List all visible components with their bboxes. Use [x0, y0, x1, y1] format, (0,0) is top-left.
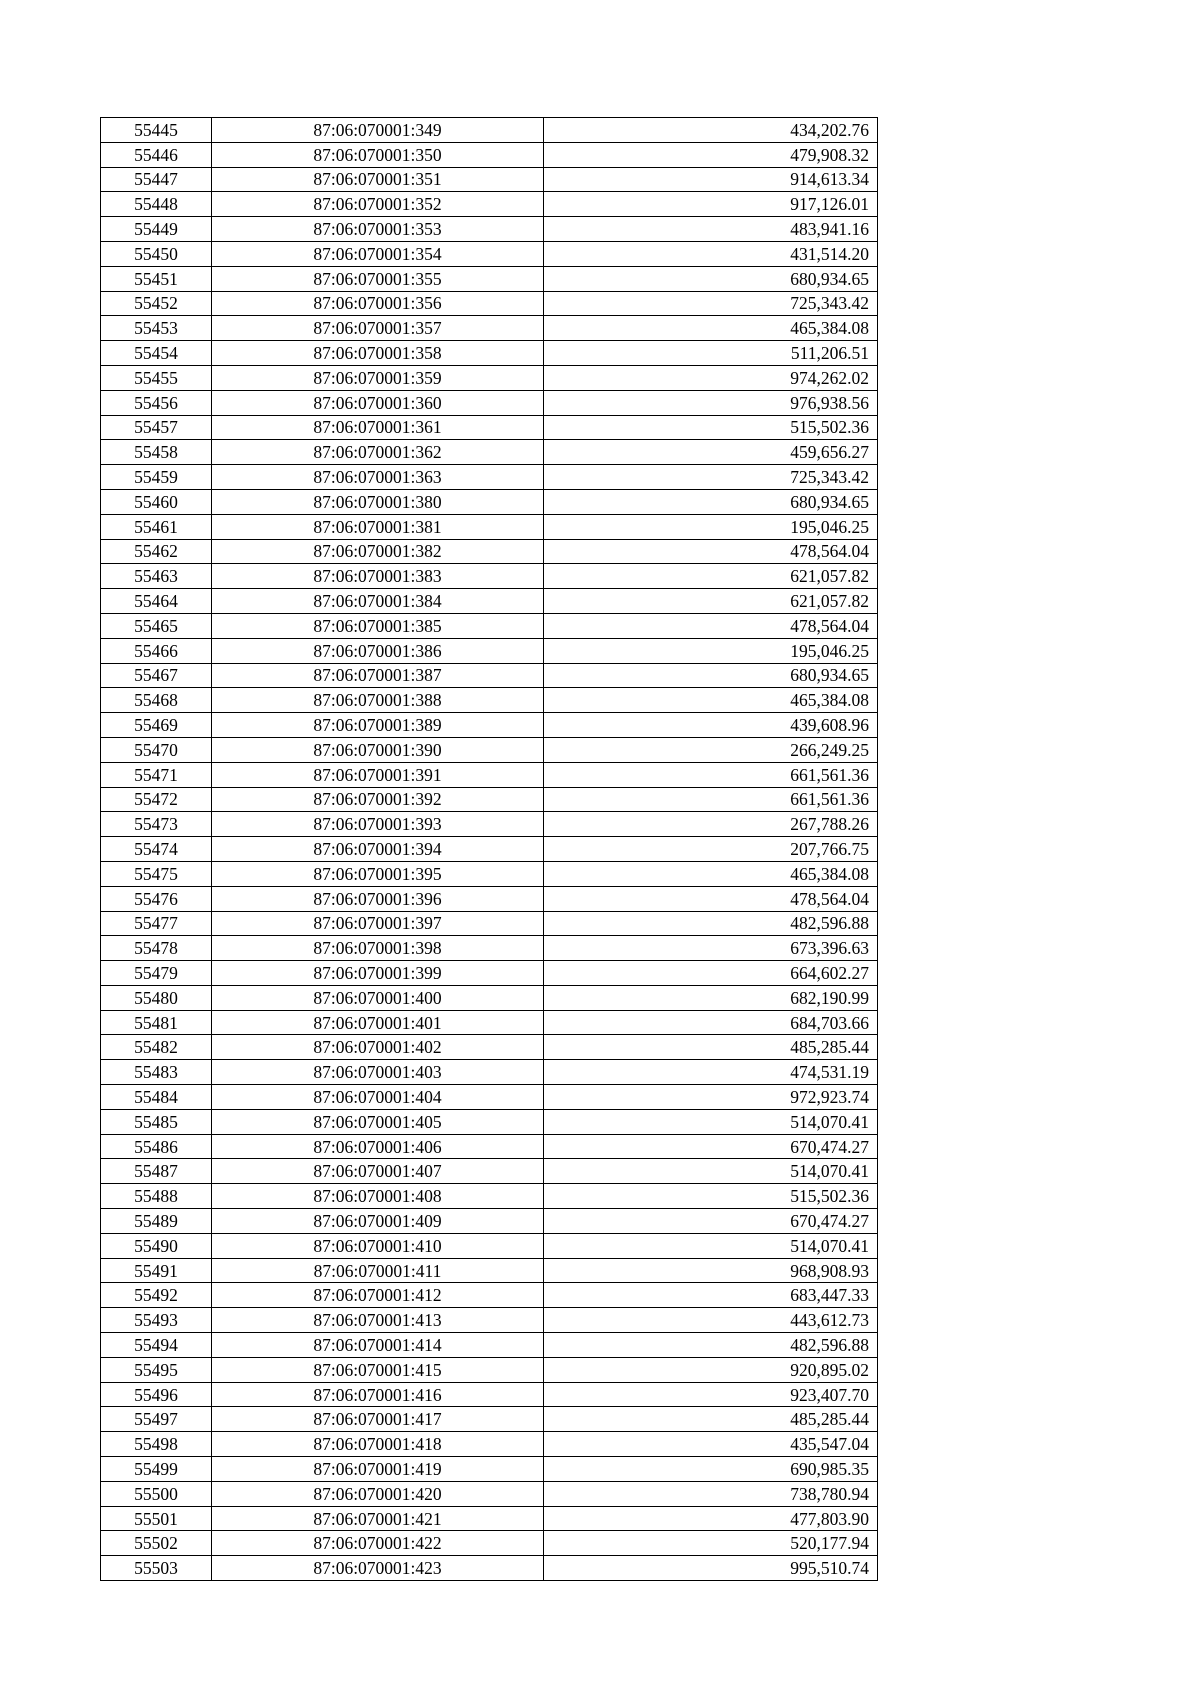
table-row [101, 911, 878, 936]
row-number-cell: 55483 [101, 1060, 212, 1085]
value-cell: 690,985.35 [544, 1457, 878, 1482]
row-number-cell: 55478 [101, 936, 212, 961]
row-number-cell: 55473 [101, 812, 212, 837]
value-cell: 465,384.08 [544, 316, 878, 341]
row-number-cell: 55495 [101, 1357, 212, 1382]
row-number-cell: 55486 [101, 1134, 212, 1159]
cadastral-number-cell: 87:06:070001:420 [212, 1481, 544, 1506]
cadastral-number-cell: 87:06:070001:360 [212, 390, 544, 415]
row-number-cell: 55488 [101, 1184, 212, 1209]
value-cell: 725,343.42 [544, 291, 878, 316]
value-cell: 683,447.33 [544, 1283, 878, 1308]
table-row [101, 1283, 878, 1308]
table-row [101, 514, 878, 539]
value-cell: 664,602.27 [544, 961, 878, 986]
table-row [101, 713, 878, 738]
cadastral-number-cell: 87:06:070001:349 [212, 118, 544, 143]
cadastral-number-cell: 87:06:070001:409 [212, 1209, 544, 1234]
value-cell: 514,070.41 [544, 1109, 878, 1134]
cadastral-number-cell: 87:06:070001:404 [212, 1085, 544, 1110]
value-cell: 482,596.88 [544, 911, 878, 936]
cadastral-number-cell: 87:06:070001:402 [212, 1035, 544, 1060]
value-cell: 479,908.32 [544, 142, 878, 167]
cadastral-number-cell: 87:06:070001:354 [212, 241, 544, 266]
row-number-cell: 55502 [101, 1531, 212, 1556]
value-cell: 974,262.02 [544, 365, 878, 390]
value-cell: 477,803.90 [544, 1506, 878, 1531]
table-row [101, 1209, 878, 1234]
table-row [101, 613, 878, 638]
cadastral-number-cell: 87:06:070001:418 [212, 1432, 544, 1457]
value-cell: 465,384.08 [544, 688, 878, 713]
row-number-cell: 55499 [101, 1457, 212, 1482]
table-row [101, 787, 878, 812]
table-row [101, 291, 878, 316]
row-number-cell: 55467 [101, 663, 212, 688]
value-cell: 914,613.34 [544, 167, 878, 192]
table-row [101, 440, 878, 465]
cadastral-number-cell: 87:06:070001:413 [212, 1308, 544, 1333]
row-number-cell: 55496 [101, 1382, 212, 1407]
value-cell: 431,514.20 [544, 241, 878, 266]
cadastral-number-cell: 87:06:070001:386 [212, 638, 544, 663]
cadastral-number-cell: 87:06:070001:400 [212, 985, 544, 1010]
table-row [101, 1060, 878, 1085]
cadastral-number-cell: 87:06:070001:357 [212, 316, 544, 341]
table-row [101, 1159, 878, 1184]
row-number-cell: 55472 [101, 787, 212, 812]
cadastral-number-cell: 87:06:070001:389 [212, 713, 544, 738]
cadastral-number-cell: 87:06:070001:391 [212, 762, 544, 787]
value-cell: 680,934.65 [544, 489, 878, 514]
table-row [101, 1432, 878, 1457]
cadastral-number-cell: 87:06:070001:415 [212, 1357, 544, 1382]
value-cell: 514,070.41 [544, 1159, 878, 1184]
table-row [101, 415, 878, 440]
cadastral-number-cell: 87:06:070001:417 [212, 1407, 544, 1432]
table-row [101, 241, 878, 266]
cadastral-number-cell: 87:06:070001:359 [212, 365, 544, 390]
value-cell: 673,396.63 [544, 936, 878, 961]
value-cell: 684,703.66 [544, 1010, 878, 1035]
cadastral-number-cell: 87:06:070001:403 [212, 1060, 544, 1085]
table-row [101, 390, 878, 415]
value-cell: 738,780.94 [544, 1481, 878, 1506]
table-row [101, 1308, 878, 1333]
value-cell: 621,057.82 [544, 564, 878, 589]
row-number-cell: 55448 [101, 192, 212, 217]
cadastral-number-cell: 87:06:070001:406 [212, 1134, 544, 1159]
value-cell: 923,407.70 [544, 1382, 878, 1407]
value-cell: 483,941.16 [544, 217, 878, 242]
cadastral-number-cell: 87:06:070001:392 [212, 787, 544, 812]
cadastral-number-cell: 87:06:070001:361 [212, 415, 544, 440]
row-number-cell: 55489 [101, 1209, 212, 1234]
row-number-cell: 55447 [101, 167, 212, 192]
row-number-cell: 55471 [101, 762, 212, 787]
row-number-cell: 55494 [101, 1333, 212, 1358]
value-cell: 195,046.25 [544, 638, 878, 663]
row-number-cell: 55445 [101, 118, 212, 143]
cadastral-number-cell: 87:06:070001:356 [212, 291, 544, 316]
row-number-cell: 55493 [101, 1308, 212, 1333]
cadastral-number-cell: 87:06:070001:410 [212, 1233, 544, 1258]
table-row [101, 1109, 878, 1134]
cadastral-number-cell: 87:06:070001:393 [212, 812, 544, 837]
cadastral-number-cell: 87:06:070001:352 [212, 192, 544, 217]
cadastral-number-cell: 87:06:070001:396 [212, 886, 544, 911]
value-cell: 661,561.36 [544, 762, 878, 787]
cadastral-number-cell: 87:06:070001:411 [212, 1258, 544, 1283]
table-row [101, 1184, 878, 1209]
row-number-cell: 55454 [101, 341, 212, 366]
row-number-cell: 55453 [101, 316, 212, 341]
row-number-cell: 55470 [101, 737, 212, 762]
table-row [101, 837, 878, 862]
value-cell: 968,908.93 [544, 1258, 878, 1283]
row-number-cell: 55500 [101, 1481, 212, 1506]
value-cell: 514,070.41 [544, 1233, 878, 1258]
table-row [101, 1333, 878, 1358]
row-number-cell: 55497 [101, 1407, 212, 1432]
value-cell: 511,206.51 [544, 341, 878, 366]
value-cell: 972,923.74 [544, 1085, 878, 1110]
cadastral-number-cell: 87:06:070001:355 [212, 266, 544, 291]
row-number-cell: 55469 [101, 713, 212, 738]
row-number-cell: 55490 [101, 1233, 212, 1258]
value-cell: 207,766.75 [544, 837, 878, 862]
row-number-cell: 55452 [101, 291, 212, 316]
row-number-cell: 55485 [101, 1109, 212, 1134]
cadastral-number-cell: 87:06:070001:414 [212, 1333, 544, 1358]
value-cell: 485,285.44 [544, 1407, 878, 1432]
cadastral-number-cell: 87:06:070001:412 [212, 1283, 544, 1308]
cadastral-number-cell: 87:06:070001:388 [212, 688, 544, 713]
value-cell: 478,564.04 [544, 886, 878, 911]
value-cell: 920,895.02 [544, 1357, 878, 1382]
row-number-cell: 55468 [101, 688, 212, 713]
value-cell: 439,608.96 [544, 713, 878, 738]
table-row [101, 118, 878, 143]
value-cell: 465,384.08 [544, 861, 878, 886]
cadastral-number-cell: 87:06:070001:382 [212, 539, 544, 564]
table-row [101, 1233, 878, 1258]
table-row [101, 1357, 878, 1382]
cadastral-number-cell: 87:06:070001:401 [212, 1010, 544, 1035]
table-row [101, 1134, 878, 1159]
value-cell: 621,057.82 [544, 589, 878, 614]
cadastral-number-cell: 87:06:070001:380 [212, 489, 544, 514]
value-cell: 917,126.01 [544, 192, 878, 217]
row-number-cell: 55476 [101, 886, 212, 911]
cadastral-number-cell: 87:06:070001:407 [212, 1159, 544, 1184]
row-number-cell: 55451 [101, 266, 212, 291]
row-number-cell: 55484 [101, 1085, 212, 1110]
value-cell: 443,612.73 [544, 1308, 878, 1333]
row-number-cell: 55456 [101, 390, 212, 415]
value-cell: 482,596.88 [544, 1333, 878, 1358]
cadastral-number-cell: 87:06:070001:351 [212, 167, 544, 192]
cadastral-number-cell: 87:06:070001:405 [212, 1109, 544, 1134]
value-cell: 670,474.27 [544, 1134, 878, 1159]
value-cell: 434,202.76 [544, 118, 878, 143]
table-row [101, 1085, 878, 1110]
table-row [101, 266, 878, 291]
cadastral-number-cell: 87:06:070001:397 [212, 911, 544, 936]
table-row [101, 1010, 878, 1035]
table-row [101, 142, 878, 167]
cadastral-number-cell: 87:06:070001:385 [212, 613, 544, 638]
cadastral-number-cell: 87:06:070001:419 [212, 1457, 544, 1482]
cadastral-number-cell: 87:06:070001:399 [212, 961, 544, 986]
row-number-cell: 55482 [101, 1035, 212, 1060]
table-row [101, 465, 878, 490]
table-row [101, 1556, 878, 1581]
value-cell: 976,938.56 [544, 390, 878, 415]
row-number-cell: 55474 [101, 837, 212, 862]
table-row [101, 564, 878, 589]
table-row [101, 861, 878, 886]
table-row [101, 688, 878, 713]
row-number-cell: 55503 [101, 1556, 212, 1581]
cadastral-number-cell: 87:06:070001:416 [212, 1382, 544, 1407]
value-cell: 515,502.36 [544, 1184, 878, 1209]
value-cell: 478,564.04 [544, 539, 878, 564]
table-row [101, 192, 878, 217]
value-cell: 459,656.27 [544, 440, 878, 465]
table-row [101, 489, 878, 514]
table-row [101, 1258, 878, 1283]
row-number-cell: 55459 [101, 465, 212, 490]
row-number-cell: 55457 [101, 415, 212, 440]
table-row [101, 638, 878, 663]
cadastral-number-cell: 87:06:070001:421 [212, 1506, 544, 1531]
table-row [101, 365, 878, 390]
value-cell: 195,046.25 [544, 514, 878, 539]
table-row [101, 762, 878, 787]
row-number-cell: 55450 [101, 241, 212, 266]
cadastral-number-cell: 87:06:070001:350 [212, 142, 544, 167]
table-row [101, 341, 878, 366]
cadastral-number-cell: 87:06:070001:362 [212, 440, 544, 465]
table-body [101, 118, 878, 1581]
table-row [101, 1035, 878, 1060]
table-row [101, 1531, 878, 1556]
value-cell: 995,510.74 [544, 1556, 878, 1581]
row-number-cell: 55449 [101, 217, 212, 242]
cadastral-number-cell: 87:06:070001:383 [212, 564, 544, 589]
value-cell: 485,285.44 [544, 1035, 878, 1060]
row-number-cell: 55491 [101, 1258, 212, 1283]
cadastral-number-cell: 87:06:070001:381 [212, 514, 544, 539]
table-row [101, 737, 878, 762]
cadastral-number-cell: 87:06:070001:423 [212, 1556, 544, 1581]
row-number-cell: 55501 [101, 1506, 212, 1531]
value-cell: 680,934.65 [544, 663, 878, 688]
value-cell: 670,474.27 [544, 1209, 878, 1234]
value-cell: 661,561.36 [544, 787, 878, 812]
value-cell: 266,249.25 [544, 737, 878, 762]
value-cell: 474,531.19 [544, 1060, 878, 1085]
table-row [101, 961, 878, 986]
cadastral-number-cell: 87:06:070001:408 [212, 1184, 544, 1209]
row-number-cell: 55460 [101, 489, 212, 514]
row-number-cell: 55458 [101, 440, 212, 465]
value-cell: 520,177.94 [544, 1531, 878, 1556]
value-cell: 682,190.99 [544, 985, 878, 1010]
table-row [101, 663, 878, 688]
row-number-cell: 55487 [101, 1159, 212, 1184]
row-number-cell: 55498 [101, 1432, 212, 1457]
data-table [100, 117, 878, 1581]
row-number-cell: 55464 [101, 589, 212, 614]
row-number-cell: 55461 [101, 514, 212, 539]
row-number-cell: 55446 [101, 142, 212, 167]
value-cell: 267,788.26 [544, 812, 878, 837]
table-row [101, 1457, 878, 1482]
table-row [101, 316, 878, 341]
table-row [101, 1506, 878, 1531]
row-number-cell: 55477 [101, 911, 212, 936]
table-row [101, 167, 878, 192]
table-row [101, 812, 878, 837]
row-number-cell: 55475 [101, 861, 212, 886]
table-row [101, 1407, 878, 1432]
cadastral-number-cell: 87:06:070001:363 [212, 465, 544, 490]
table-row [101, 217, 878, 242]
value-cell: 680,934.65 [544, 266, 878, 291]
value-cell: 725,343.42 [544, 465, 878, 490]
cadastral-number-cell: 87:06:070001:358 [212, 341, 544, 366]
cadastral-number-cell: 87:06:070001:394 [212, 837, 544, 862]
cadastral-number-cell: 87:06:070001:353 [212, 217, 544, 242]
value-cell: 515,502.36 [544, 415, 878, 440]
table-row [101, 936, 878, 961]
row-number-cell: 55479 [101, 961, 212, 986]
row-number-cell: 55481 [101, 1010, 212, 1035]
value-cell: 435,547.04 [544, 1432, 878, 1457]
table-row [101, 886, 878, 911]
cadastral-number-cell: 87:06:070001:398 [212, 936, 544, 961]
table-row [101, 1382, 878, 1407]
cadastral-number-cell: 87:06:070001:422 [212, 1531, 544, 1556]
row-number-cell: 55465 [101, 613, 212, 638]
row-number-cell: 55462 [101, 539, 212, 564]
row-number-cell: 55455 [101, 365, 212, 390]
table-row [101, 589, 878, 614]
cadastral-number-cell: 87:06:070001:395 [212, 861, 544, 886]
row-number-cell: 55463 [101, 564, 212, 589]
table-row [101, 985, 878, 1010]
row-number-cell: 55492 [101, 1283, 212, 1308]
row-number-cell: 55466 [101, 638, 212, 663]
cadastral-number-cell: 87:06:070001:384 [212, 589, 544, 614]
cadastral-number-cell: 87:06:070001:387 [212, 663, 544, 688]
cadastral-number-cell: 87:06:070001:390 [212, 737, 544, 762]
row-number-cell: 55480 [101, 985, 212, 1010]
table-row [101, 539, 878, 564]
table-row [101, 1481, 878, 1506]
value-cell: 478,564.04 [544, 613, 878, 638]
